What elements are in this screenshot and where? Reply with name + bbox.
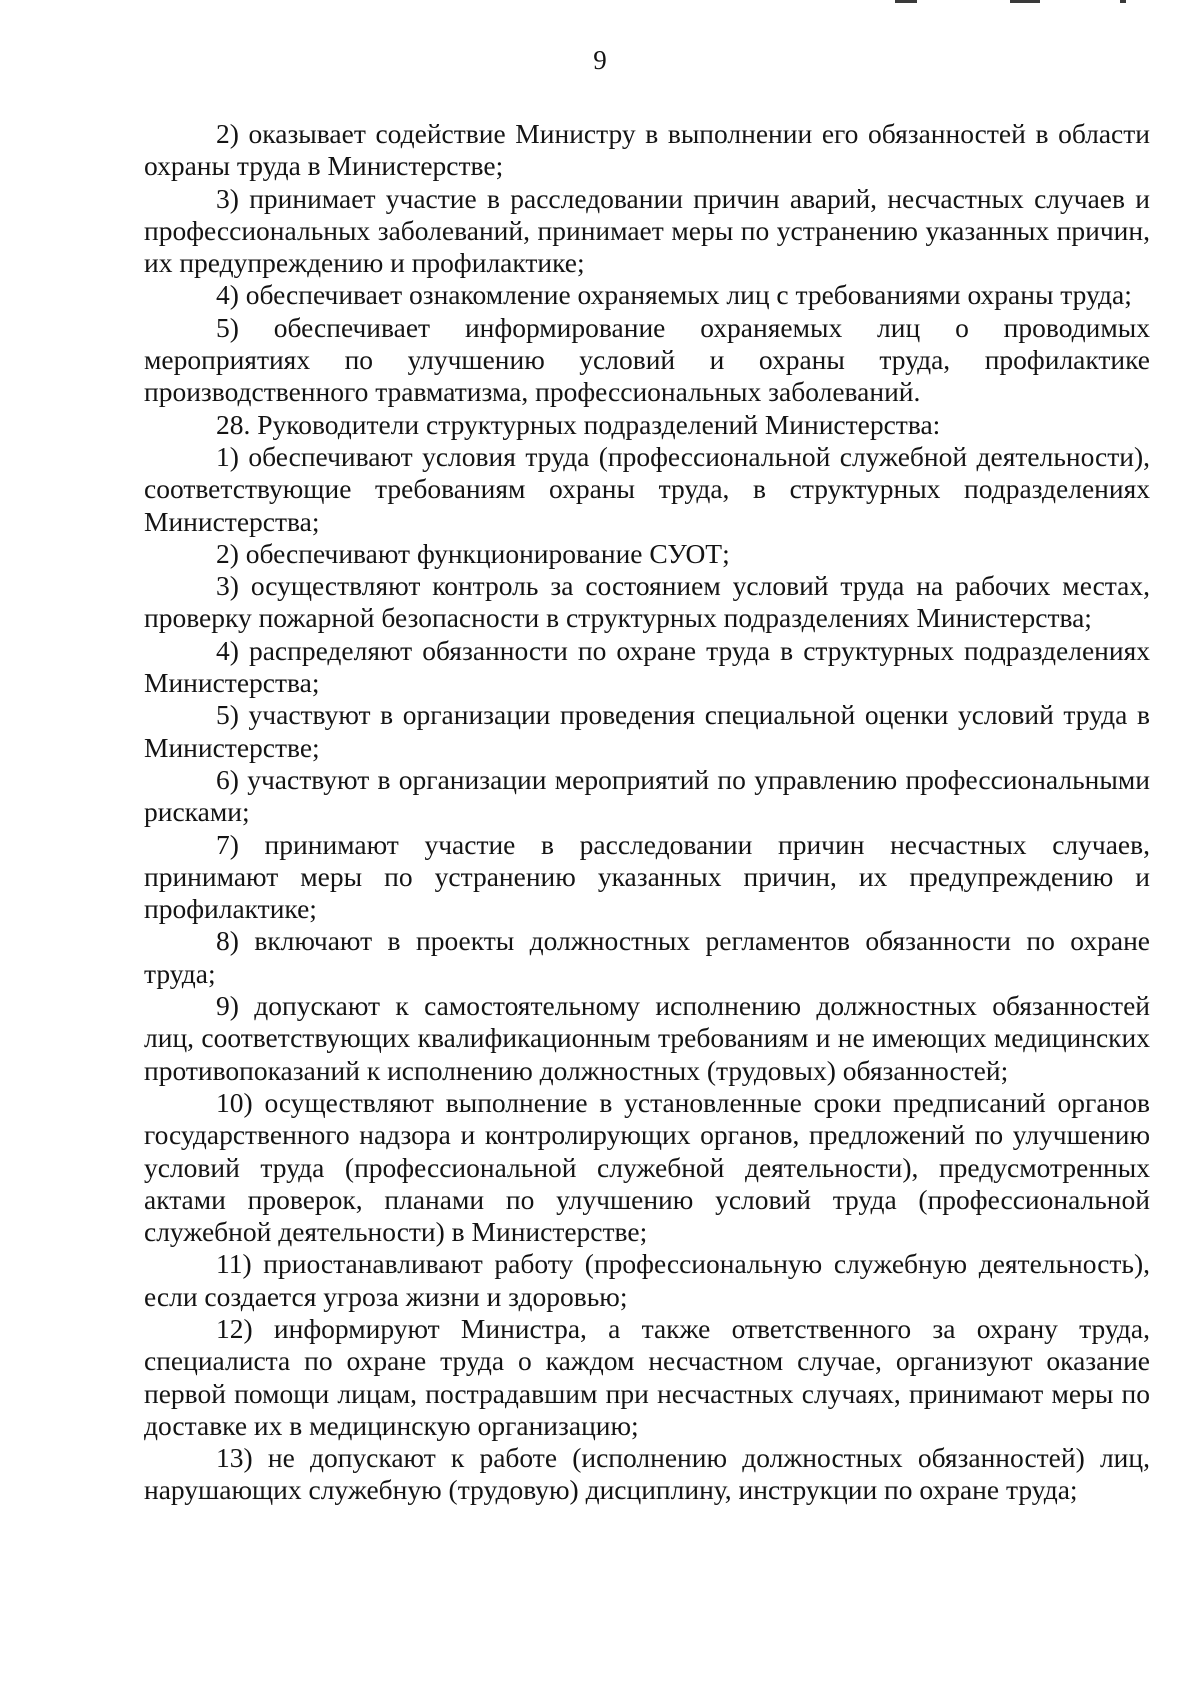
paragraph-item-13: 13) не допускают к работе (исполнению должностных обязанностей) лиц, нарушающих служебную (трудовую) дисциплину, инструкции по охране труда; xyxy=(144,1442,1150,1506)
paragraph-item-2: 2) обеспечивают функционирование СУОТ; xyxy=(216,537,730,569)
paragraph-item-4: 4) обеспечивает ознакомление охраняемых лиц с требованиями охраны труда; xyxy=(216,279,1132,311)
paragraph-item-5: 5) участвуют в организации проведения специальной оценки условий труда в Министерстве; xyxy=(144,699,1150,763)
page-number: 9 xyxy=(593,45,607,75)
paragraph-item-11: 11) приостанавливают работу (профессиональную служебную деятельность), если создается угроза жизни и здоровью; xyxy=(144,1248,1150,1312)
paragraph-item-5: 5) обеспечивает информирование охраняемых лиц о проводимых мероприятиях по улучшению условий и охраны труда, профилактике производственного травматизма, профессиональных заболеваний. xyxy=(144,311,1150,408)
scan-edge-mark xyxy=(895,0,917,3)
paragraph-item-3: 3) осуществляют контроль за состоянием условий труда на рабочих местах, проверку пожарной безопасности в структурных подразделениях Министерства; xyxy=(144,570,1150,634)
paragraph-item-9: 9) допускают к самостоятельному исполнению должностных обязанностей лиц, соответствующих квалификационным требованиям и не имеющих медицинских противопоказаний к исполнению должностных (трудовых) обязанностей; xyxy=(144,990,1150,1086)
paragraph-item-8: 8) включают в проекты должностных регламентов обязанности по охране труда; xyxy=(144,925,1150,989)
paragraph-item-1: 1) обеспечивают условия труда (профессиональной служебной деятельности), соответствующие требованиям охраны труда, в структурных подразделениях Министерства; xyxy=(144,440,1150,537)
paragraph-item-3: 3) принимает участие в расследовании причин аварий, несчастных случаев и профессиональных заболеваний, принимает меры по устранению указанных причин, их предупреждению и профилактике; xyxy=(144,182,1150,279)
paragraph-item-10: 10) осуществляют выполнение в установленные сроки предписаний органов государственного надзора и контролирующих органов, предложений по улучшению условий труда (профессиональной служебной деятельности), предусмотренных актами проверок, планами по улучшению условий труда (профессиональной служебной деятельности) в Министерстве; xyxy=(144,1086,1150,1248)
document-body xyxy=(144,118,1150,1507)
section-heading-28: 28. Руководители структурных подразделений Министерства: xyxy=(216,408,941,440)
paragraph-item-7: 7) принимают участие в расследовании причин несчастных случаев, принимают меры по устранению указанных причин, их предупреждению и профилактике; xyxy=(144,828,1150,925)
paragraph-item-12: 12) информируют Министра, а также ответственного за охрану труда, специалиста по охране труда о каждом несчастном случае, организуют оказание первой помощи лицам, пострадавшим при несчастных случаях, принимают меры по доставке их в медицинскую организацию; xyxy=(144,1312,1150,1441)
paragraph-item-4: 4) распределяют обязанности по охране труда в структурных подразделениях Министерства; xyxy=(144,634,1150,699)
scan-edge-mark xyxy=(1120,0,1126,3)
paragraph-item-6: 6) участвуют в организации мероприятий по управлению профессиональными рисками; xyxy=(144,763,1150,828)
scan-edge-mark xyxy=(1010,0,1040,3)
paragraph-item-2: 2) оказывает содействие Министру в выполнении его обязанностей в области охраны труда в Министерстве; xyxy=(144,118,1150,182)
